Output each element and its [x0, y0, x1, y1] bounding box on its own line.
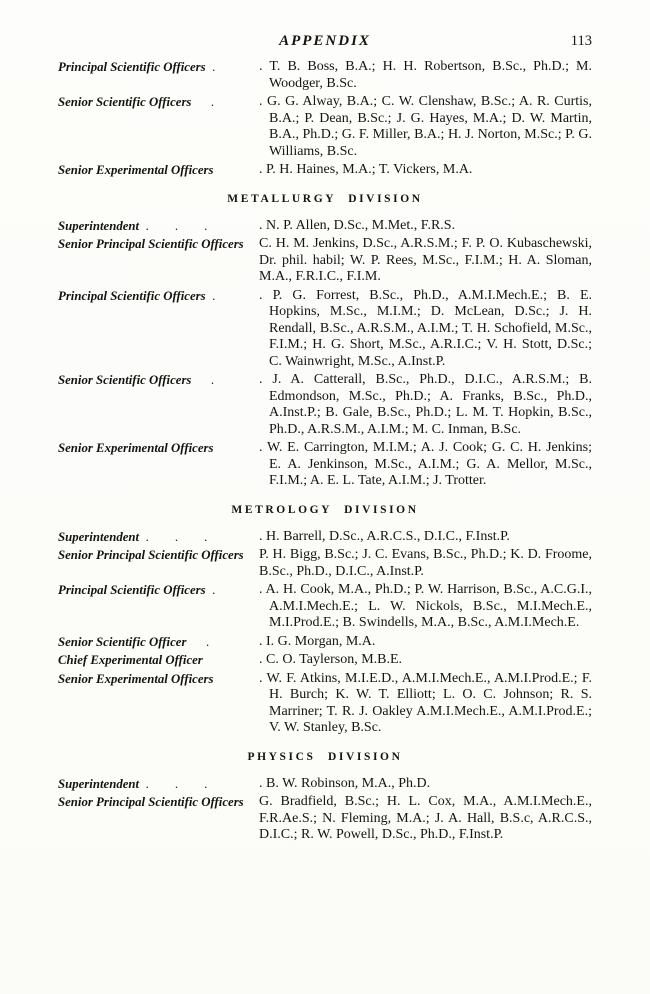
table-row: [58, 529, 592, 546]
row-value: . N. P. Allen, D.Sc., M.Met., F.R.S.: [259, 217, 456, 233]
row-label: [58, 218, 255, 235]
table-row: [58, 652, 592, 669]
row-value: . J. A. Catterall, B.Sc., Ph.D., D.I.C., A.R.S.M.; B. Edmondson, M.Sc., Ph.D.; A. Franks, B.Sc., Ph.D., A.Inst.P.; B. Gale, B.Sc., Ph.D.; L. M. T. Hopkin, B.Sc., Ph.D., A.R.S.M., A.I.M.; M. C. Inman, B.Sc.: [259, 372, 592, 437]
section-heading: METALLURGY DIVISION: [227, 192, 423, 205]
row-label-text: Principal Scientific Officers: [58, 60, 206, 74]
table-row: [58, 634, 592, 651]
table-row: [58, 776, 592, 793]
row-value: . I. G. Morgan, M.A.: [259, 633, 376, 649]
row-label-text: Senior Principal Scientific Officers: [58, 548, 244, 562]
row-value: . P. H. Haines, M.A.; T. Vickers, M.A.: [259, 162, 473, 177]
row-value: . T. B. Boss, B.A.; H. H. Robertson, B.Sc., Ph.D.; M. Woodger, B.Sc.: [259, 59, 592, 91]
leader-dots: .: [186, 633, 210, 649]
table-row: [58, 236, 592, 286]
row-label: [58, 547, 255, 580]
row-label-text: Senior Principal Scientific Officers: [58, 795, 244, 809]
row-value: P. H. Bigg, B.Sc.; J. C. Evans, B.Sc., Ph.D.; K. D. Froome, B.Sc., Ph.D., D.I.C., A.Inst.P.: [259, 547, 592, 579]
row-label: [58, 794, 255, 844]
table-row: [58, 547, 592, 580]
row-label: [58, 634, 255, 651]
row-label-text: Chief Experimental Officer: [58, 653, 203, 667]
table-row: [58, 582, 592, 632]
table-row: [58, 59, 592, 92]
table-row: [58, 671, 592, 737]
leader-dots: .: [205, 582, 216, 597]
section-heading: METROLOGY DIVISION: [231, 503, 419, 516]
row-label: [58, 671, 255, 737]
row-label-text: Senior Scientific Officers: [58, 95, 192, 109]
row-label: [58, 94, 255, 160]
leader-dots: .: [191, 372, 215, 387]
row-label-text: Senior Principal Scientific Officers: [58, 237, 244, 251]
row-label-text: Senior Experimental Officers: [58, 441, 214, 455]
row-label-text: Superintendent: [58, 218, 140, 233]
leader-dots: . . .: [139, 217, 208, 233]
row-label-text: Senior Scientific Officer: [58, 634, 187, 649]
section-heading: PHYSICS DIVISION: [247, 750, 403, 763]
row-label: [58, 162, 255, 179]
table-row: [58, 162, 592, 179]
row-label-text: Superintendent: [58, 529, 140, 544]
row-value: . C. O. Taylerson, M.B.E.: [259, 652, 403, 667]
leader-dots: . . .: [139, 528, 208, 544]
table-row: [58, 372, 592, 438]
page-title: APPENDIX: [279, 33, 371, 49]
row-value: . B. W. Robinson, M.A., Ph.D.: [259, 775, 431, 791]
row-label-text: Senior Experimental Officers: [58, 163, 214, 177]
table-row: [58, 440, 592, 490]
row-label-text: Superintendent: [58, 776, 140, 791]
row-label: [58, 776, 255, 793]
row-value: . G. G. Alway, B.A.; C. W. Clenshaw, B.Sc.; A. R. Curtis, B.A.; P. Dean, B.Sc.; J. G. Hayes, M.A.; D. W. Martin, B.A., Ph.D.; G. F. Miller, B.A.; H. J. Norton, M.Sc.; P. G. Williams, B.Sc.: [259, 94, 592, 159]
row-value: . P. G. Forrest, B.Sc., Ph.D., A.M.I.Mech.E.; B. E. Hopkins, M.Sc., M.I.M.; D. McLean, D.Sc.; J. H. Rendall, B.Sc., A.R.S.M., A.I.M.; T. H. Schofield, M.Sc., F.I.M.; H. G. Short, M.Sc., A.R.I.C.; V. H. Stott, D.Sc.; C. Wainwright, M.Sc., A.Inst.P.: [259, 287, 592, 369]
leader-dots: . . .: [139, 775, 208, 791]
row-label-text: Principal Scientific Officers: [58, 583, 206, 597]
row-value: C. H. M. Jenkins, D.Sc., A.R.S.M.; F. P. O. Kubaschewski, Dr. phil. habil; W. P. Rees, M.Sc., F.I.M.; H. A. Sloman, M.A., F.R.I.C., F.I.M.: [259, 236, 592, 284]
row-value: . W. E. Carrington, M.I.M.; A. J. Cook; G. C. H. Jenkins; E. A. Jenkinson, M.Sc., A.I.M.; G. A. Mellor, M.Sc., F.I.M.; A. E. L. Tate, A.I.M.; J. Trotter.: [259, 440, 592, 488]
table-row: [58, 794, 592, 844]
row-label: [58, 59, 255, 92]
staff-directory: [58, 59, 592, 844]
leader-dots: .: [191, 94, 215, 109]
page-header: [58, 32, 592, 50]
row-label-text: Senior Experimental Officers: [58, 671, 214, 686]
row-value: G. Bradfield, B.Sc.; H. L. Cox, M.A., A.M.I.Mech.E., F.R.Ae.S.; N. Fleming, M.A.; J. A. Hall, B.S.c, A.R.C.S., D.I.C.; R. W. Powell, D.Sc., Ph.D., F.Inst.P.: [259, 794, 592, 842]
row-label-text: Senior Scientific Officers: [58, 373, 192, 387]
table-row: [58, 288, 592, 371]
row-label: [58, 440, 255, 490]
row-label-text: Principal Scientific Officers: [58, 288, 206, 303]
row-label: [58, 529, 255, 546]
leader-dots: .: [205, 287, 216, 303]
row-label: [58, 236, 255, 286]
leader-dots: .: [205, 59, 216, 74]
row-value: . W. F. Atkins, M.I.E.D., A.M.I.Mech.E., A.M.I.Prod.E.; F. H. Burch; K. W. T. Elliott; L. O. C. Johnson; R. S. Marriner; T. R. J. Oakley A.M.I.Mech.E., A.M.I.Prod.E.; V. W. Stanley, B.Sc.: [259, 670, 592, 735]
row-label: [58, 372, 255, 438]
page-number: 113: [570, 33, 592, 49]
table-row: [58, 94, 592, 160]
row-value: . H. Barrell, D.Sc., A.R.C.S., D.I.C., F.Inst.P.: [259, 528, 510, 544]
row-label: [58, 582, 255, 632]
row-value: . A. H. Cook, M.A., Ph.D.; P. W. Harrison, B.Sc., A.C.G.I., A.M.I.Mech.E.; L. W. Nickols, B.Sc., M.I.Mech.E., M.I.Prod.E.; B. Swindells, M.A., B.Sc., A.M.I.Mech.E.: [259, 582, 592, 630]
row-label: [58, 288, 255, 371]
row-label: [58, 652, 255, 669]
table-row: [58, 218, 592, 235]
